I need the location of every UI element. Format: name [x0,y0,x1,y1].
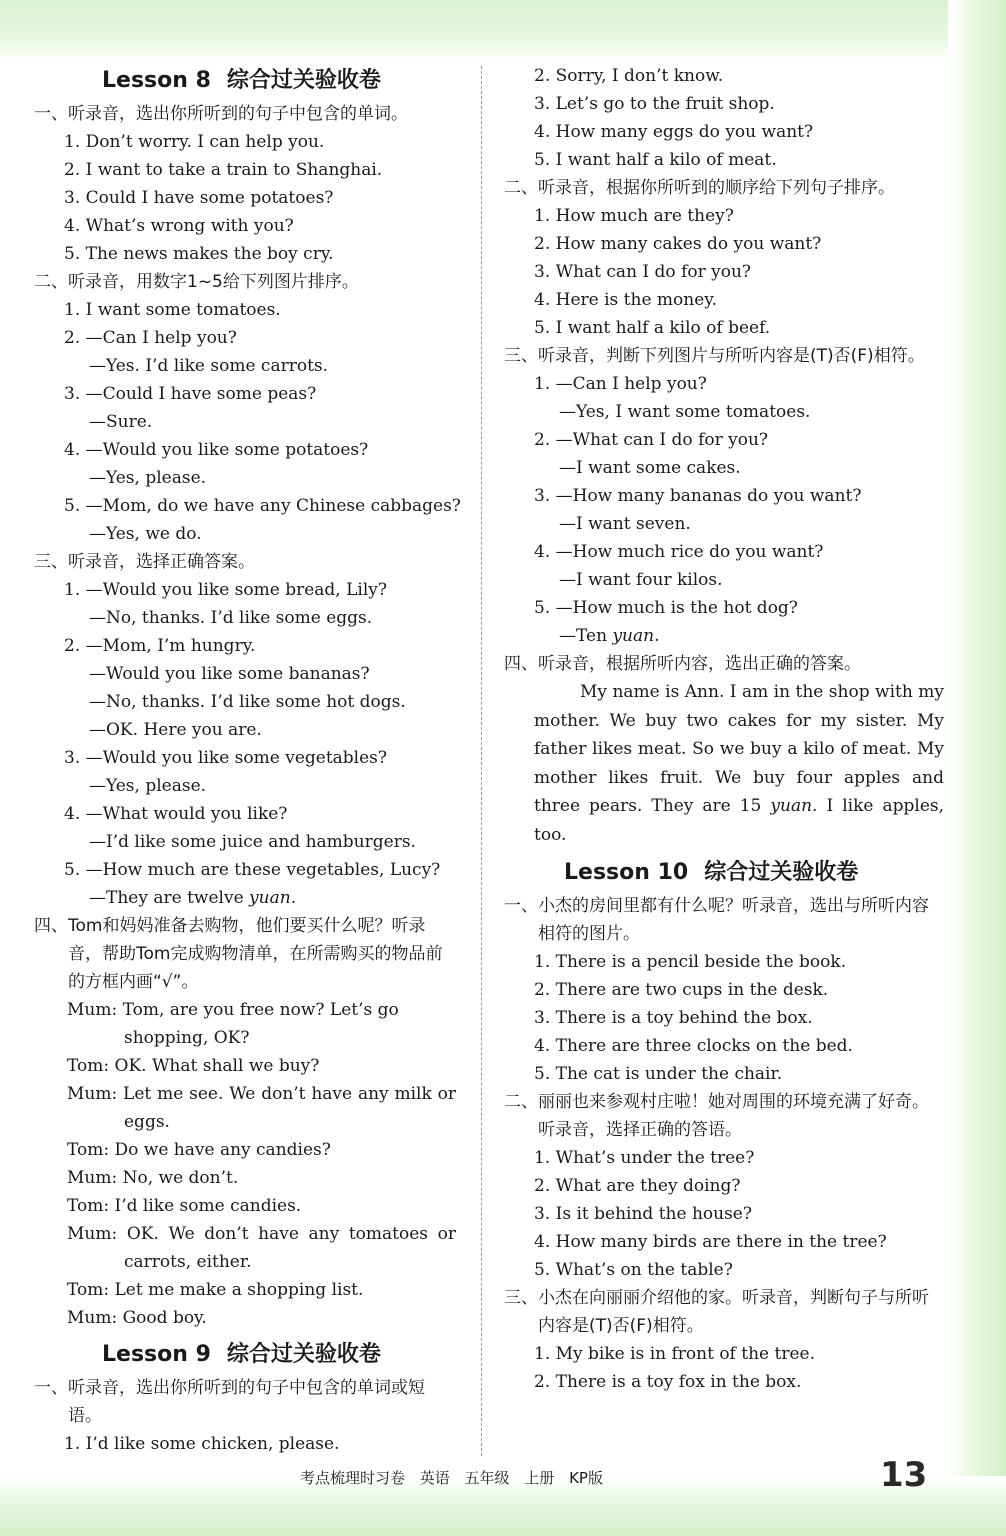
list-item: 1. I want some tomatoes. [64,300,281,320]
dialogue-line: Tom: Let me make a shopping list. [67,1280,364,1300]
period: . [654,626,660,646]
lesson-8-title [34,62,464,100]
section-heading: 四、听录音，根据所听内容，选出正确的答案。 [504,654,861,674]
dialogue-reply: —Yes, I want some tomatoes. [559,402,811,422]
section-heading: 三、听录音，判断下列图片与所听内容是(T)否(F)相符。 [504,346,925,366]
section-heading: 二、丽丽也来参观村庄啦！她对周围的环境充满了好奇。听录音，选择正确的答语。 [504,1091,929,1140]
page-border-right [948,0,1006,1536]
dialogue-reply: —Sure. [89,412,153,432]
list-item: 2. —Mom, I’m hungry. [64,636,256,656]
reply-text: —They are twelve [89,888,244,908]
list-item: 2. Sorry, I don’t know. [534,66,724,86]
page-content [34,62,946,1462]
dialogue [34,996,464,1332]
reply-text: —Ten [559,626,608,646]
reading-passage [504,678,944,850]
dialogue-reply: —Yes, we do. [89,524,202,544]
dialogue-line: Tom: Do we have any candies? [67,1140,331,1160]
yuan-word: yuan [612,626,655,646]
list-item: 2. How many cakes do you want? [534,234,822,254]
lesson-subtitle: 综合过关验收卷 [704,859,859,885]
list-item: 1. —Can I help you? [534,374,707,394]
dialogue-reply [34,884,464,912]
right-column [504,62,944,1396]
list-item: 5. —How much is the hot dog? [534,598,798,618]
dialogue-reply: —No, thanks. I’d like some eggs. [89,608,373,628]
list-item: 4. How many birds are there in the tree? [534,1231,887,1252]
passage-text-end: . I like apples, too. [534,796,945,845]
list-item: 4. What’s wrong with you? [64,216,294,236]
lesson-subtitle: 综合过关验收卷 [226,1342,381,1367]
list-item: 5. —How much are these vegetables, Lucy? [64,860,441,880]
page-footer: 考点梳理时习卷 英语 五年级 上册 KP版 [300,1469,603,1487]
list-item: 4. Here is the money. [534,290,718,310]
lesson-number: Lesson 9 [102,1342,211,1367]
list-item: 5. I want half a kilo of meat. [534,150,777,170]
column-divider [481,66,482,1456]
yuan-word: yuan [770,796,813,817]
dialogue-line: Mum: No, we don’t. [67,1168,239,1188]
list-item: 5. The news makes the boy cry. [64,244,334,264]
list-item: 1. I’d like some chicken, please. [64,1434,340,1454]
dialogue-line: Tom: I’d like some candies. [67,1196,302,1216]
lesson-number: Lesson 10 [564,859,689,885]
section-heading: 四、Tom和妈妈准备去购物，他们要买什么呢？听录音，帮助Tom完成购物清单，在所需购买的物品前的方框内画“√”。 [34,916,443,992]
list-item: 1. What’s under the tree? [534,1147,755,1168]
dialogue-reply: —No, thanks. I’d like some hot dogs. [89,692,406,712]
list-item: 1. —Would you like some bread, Lily? [64,580,387,600]
dialogue-reply: —I want four kilos. [559,570,723,590]
list-item: 3. —Could I have some peas? [64,384,317,404]
lesson-number: Lesson 8 [102,68,211,93]
list-item: 5. I want half a kilo of beef. [534,318,771,338]
list-item: 1. There is a pencil beside the book. [534,951,847,972]
list-item: 4. —How much rice do you want? [534,542,824,562]
list-item: 4. —Would you like some potatoes? [64,440,369,460]
lesson-subtitle: 综合过关验收卷 [226,68,381,93]
list-item: 3. What can I do for you? [534,262,752,282]
list-item: 2. —Can I help you? [64,328,237,348]
dialogue-reply: —Would you like some bananas? [89,664,370,684]
section-heading: 一、听录音，选出你所听到的句子中包含的单词或短语。 [34,1378,425,1426]
list-item: 3. There is a toy behind the box. [534,1007,813,1028]
dialogue-line: Mum: Tom, are you free now? Let’s go shopping, OK? [67,1000,399,1048]
dialogue-line: Tom: OK. What shall we buy? [67,1056,320,1076]
dialogue-reply: —Yes, please. [89,776,207,796]
list-item: 2. I want to take a train to Shanghai. [64,160,383,180]
section-heading: 三、小杰在向丽丽介绍他的家。听录音，判断句子与所听内容是(T)否(F)相符。 [504,1287,929,1336]
yuan-word: yuan [249,888,291,908]
dialogue-reply: —I want seven. [559,514,691,534]
dialogue-reply: —OK. Here you are. [89,720,262,740]
dialogue-line: Mum: OK. We don’t have any tomatoes or carrots, either. [67,1224,456,1272]
list-item: 2. There are two cups in the desk. [534,979,829,1000]
list-item: 5. The cat is under the chair. [534,1063,783,1084]
dialogue-reply [504,622,944,650]
section-heading: 一、听录音，选出你所听到的句子中包含的单词。 [34,104,408,124]
list-item: 3. Let’s go to the fruit shop. [534,94,775,114]
page-number: 13 [880,1455,928,1495]
list-item: 5. What’s on the table? [534,1259,733,1280]
dialogue-line: Mum: Let me see. We don’t have any milk or eggs. [67,1084,456,1132]
section-heading: 三、听录音，选择正确答案。 [34,552,255,572]
list-item: 3. —Would you like some vegetables? [64,748,388,768]
section-heading: 二、听录音，根据你所听到的顺序给下列句子排序。 [504,178,895,198]
passage-text: My name is Ann. I am in the shop with my mother. We buy two cakes for my sister. My father likes meat. So we buy a kilo of meat. My mother likes fruit. We buy four apples and three pears. They are 15 [534,682,944,817]
dialogue-line: Mum: Good boy. [67,1308,207,1328]
section-heading: 一、小杰的房间里都有什么呢？听录音，选出与所听内容相符的图片。 [504,895,929,944]
list-item: 2. What are they doing? [534,1175,741,1196]
list-item: 2. There is a toy fox in the box. [534,1371,802,1392]
list-item: 2. —What can I do for you? [534,430,769,450]
list-item: 1. My bike is in front of the tree. [534,1343,815,1364]
period: . [290,888,297,908]
lesson-10-title [504,854,944,892]
lesson-9-title [34,1336,464,1374]
list-item: 3. —How many bananas do you want? [534,486,862,506]
left-column [34,62,464,1458]
list-item: 4. How many eggs do you want? [534,122,814,142]
section-heading: 二、听录音，用数字1~5给下列图片排序。 [34,272,359,292]
dialogue-reply: —I want some cakes. [559,458,741,478]
dialogue-reply: —Yes. I’d like some carrots. [89,356,329,376]
list-item: 5. —Mom, do we have any Chinese cabbages? [64,496,461,516]
list-item: 3. Is it behind the house? [534,1203,752,1224]
dialogue-reply: —I’d like some juice and hamburgers. [89,832,416,852]
list-item: 4. —What would you like? [64,804,288,824]
dialogue-reply: —Yes, please. [89,468,207,488]
list-item: 1. Don’t worry. I can help you. [64,132,325,152]
list-item: 3. Could I have some potatoes? [64,188,334,208]
list-item: 1. How much are they? [534,206,734,226]
list-item: 4. There are three clocks on the bed. [534,1035,853,1056]
